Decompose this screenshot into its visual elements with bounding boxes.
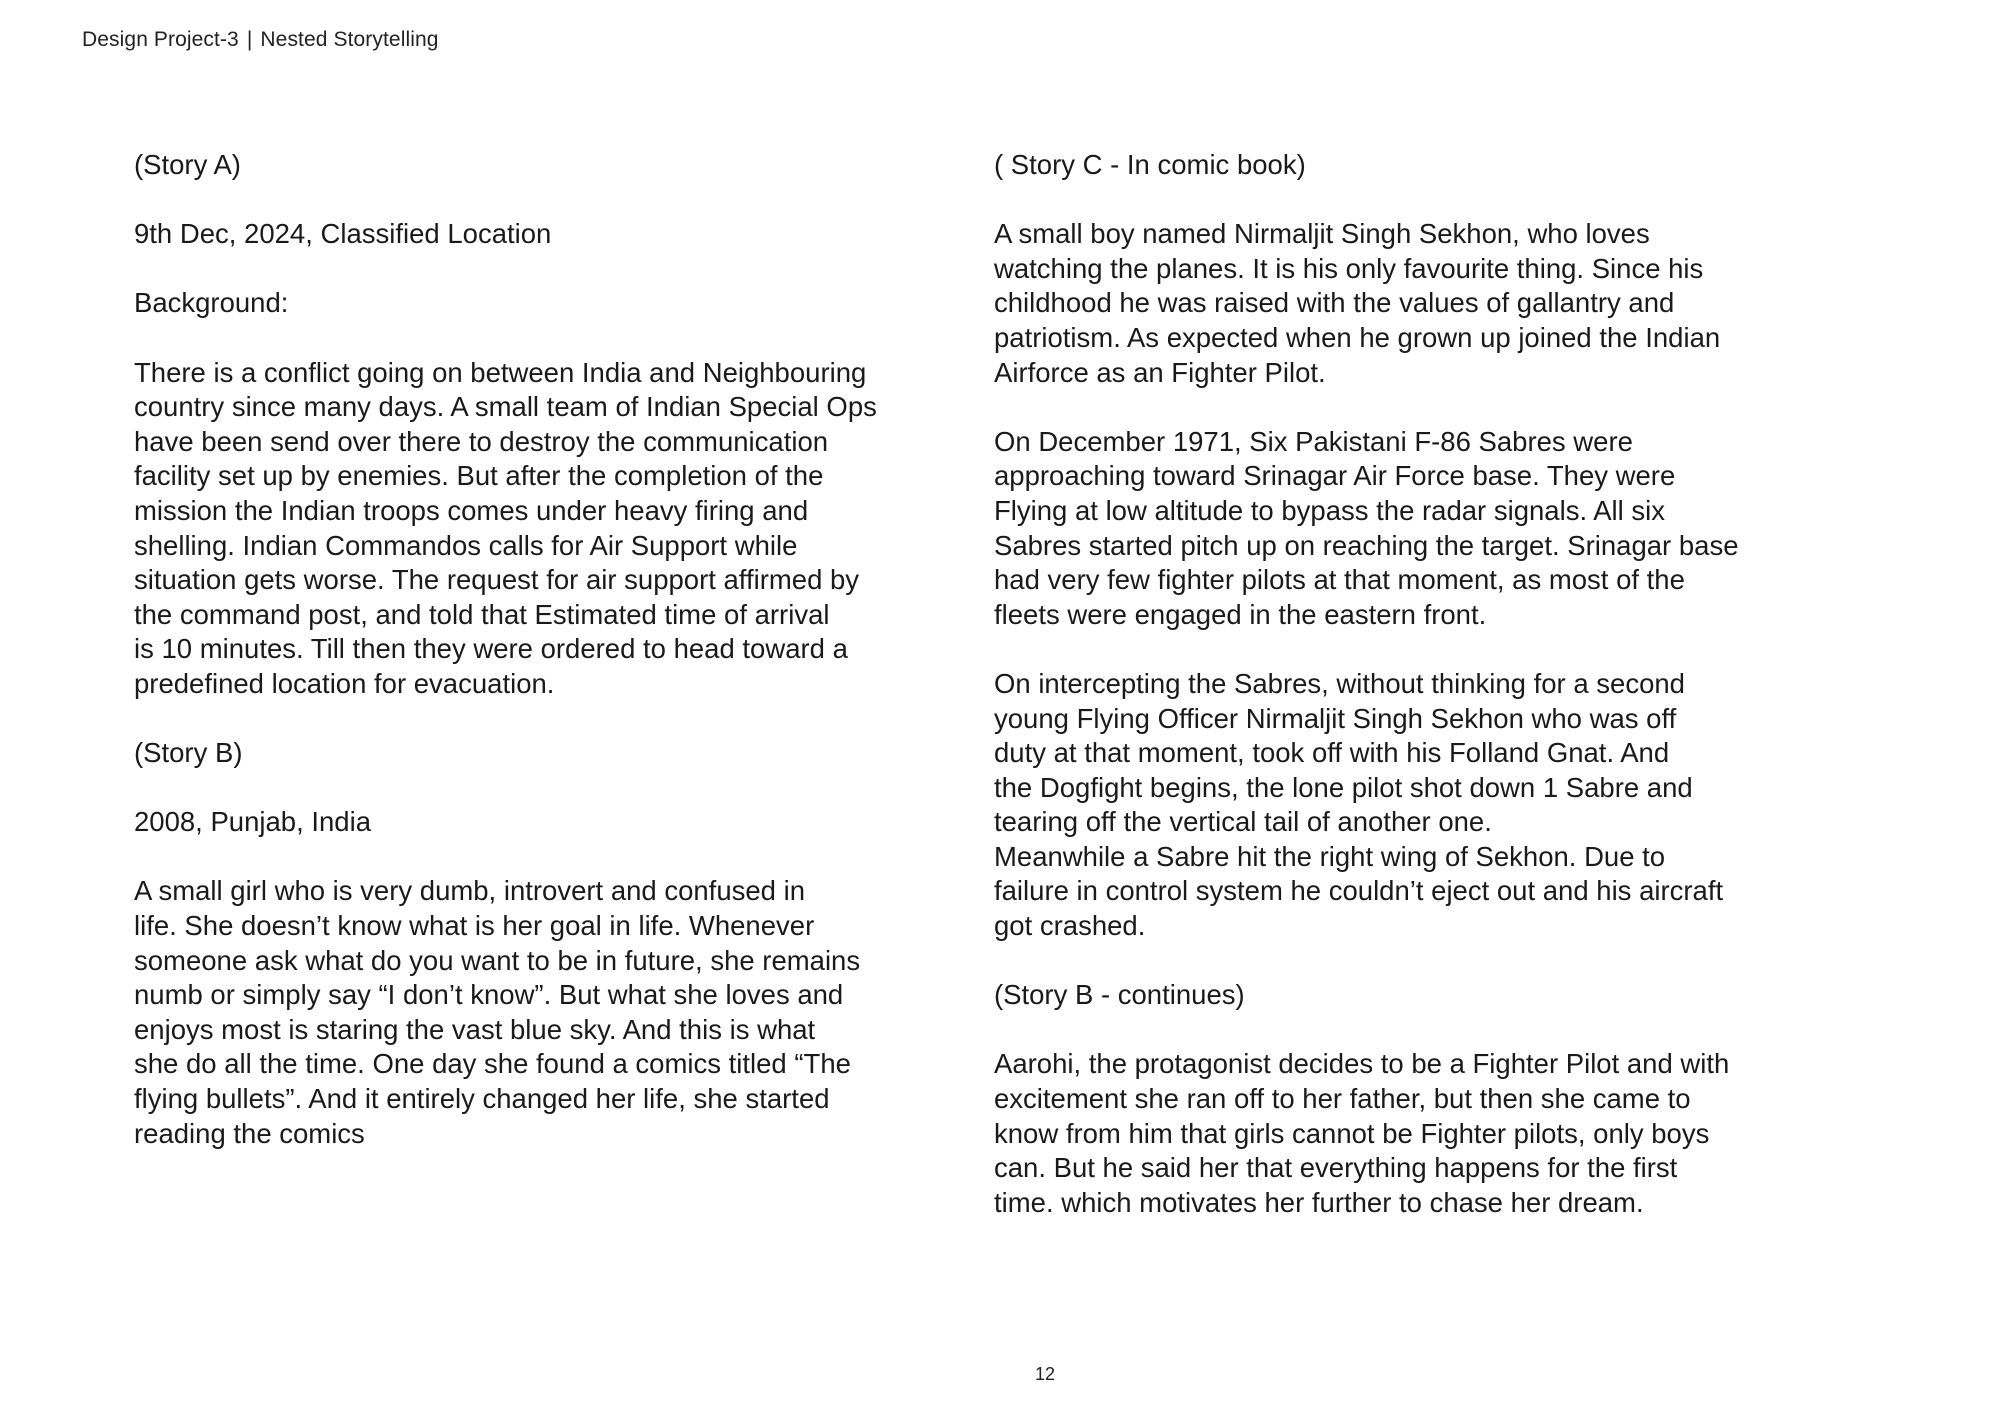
text-line: approaching toward Srinagar Air Force base. They were xyxy=(994,460,1676,492)
story-a-date-location: 9th Dec, 2024, Classified Location xyxy=(134,218,552,250)
text-line: watching the planes. It is his only favourite thing. Since his xyxy=(994,252,1704,284)
text-line: fleets were engaged in the eastern front. xyxy=(994,598,1487,630)
text-line: childhood he was raised with the values of gallantry and xyxy=(994,287,1675,319)
text-line: facility set up by enemies. But after the completion of the xyxy=(134,460,824,492)
text-line: enjoys most is staring the vast blue sky. And this is what xyxy=(134,1013,816,1045)
left-column xyxy=(134,148,954,1186)
text-line: Flying at low altitude to bypass the radar signals. All six xyxy=(994,494,1666,526)
text-line: situation gets worse. The request for air support affirmed by xyxy=(134,564,860,596)
story-b-heading: (Story B) xyxy=(134,737,243,769)
text-line: On intercepting the Sabres, without thinking for a second xyxy=(994,667,1685,699)
text-line: A small girl who is very dumb, introvert and confused in xyxy=(134,875,805,907)
header-separator: | xyxy=(246,28,253,51)
text-line: shelling. Indian Commandos calls for Air Support while xyxy=(134,529,798,561)
story-b-date-location: 2008, Punjab, India xyxy=(134,806,371,838)
text-line: she do all the time. One day she found a comics titled “The xyxy=(134,1048,851,1080)
story-b-paragraph xyxy=(134,874,954,1151)
text-line: life. She doesn’t know what is her goal in life. Whenever xyxy=(134,910,815,942)
right-column xyxy=(994,148,1824,1255)
text-line: On December 1971, Six Pakistani F-86 Sabres were xyxy=(994,425,1633,457)
text-line: had very few fighter pilots at that moment, as most of the xyxy=(994,564,1685,596)
text-line: predefined location for evacuation. xyxy=(134,667,555,699)
story-b-continues-heading: (Story B - continues) xyxy=(994,979,1245,1011)
story-a-paragraph xyxy=(134,356,954,702)
story-a-heading: (Story A) xyxy=(134,149,241,180)
text-line: time. which motivates her further to chase her dream. xyxy=(994,1186,1644,1218)
text-line: duty at that moment, took off with his Folland Gnat. And xyxy=(994,737,1670,769)
text-line: Sabres started pitch up on reaching the target. Srinagar base xyxy=(994,529,1739,561)
text-line: got crashed. xyxy=(994,910,1146,942)
page-number: 12 xyxy=(1034,1364,1056,1384)
text-line: patriotism. As expected when he grown up joined the Indian xyxy=(994,321,1721,353)
text-line: reading the comics xyxy=(134,1117,365,1149)
text-line: country since many days. A small team of Indian Special Ops xyxy=(134,391,877,423)
story-c-heading: ( Story C - In comic book) xyxy=(994,149,1306,180)
text-line: Meanwhile a Sabre hit the right wing of Sekhon. Due to xyxy=(994,840,1666,872)
document-title: Nested Storytelling xyxy=(260,28,439,51)
text-line: Aarohi, the protagonist decides to be a Fighter Pilot and with xyxy=(994,1048,1730,1080)
text-line: There is a conflict going on between India and Neighbouring xyxy=(134,356,867,388)
story-c-paragraph-1 xyxy=(994,217,1824,390)
story-a-background-label: Background: xyxy=(134,287,289,319)
text-line: mission the Indian troops comes under heavy firing and xyxy=(134,494,809,526)
text-line: is 10 minutes. Till then they were ordered to head toward a xyxy=(134,633,848,665)
text-line: someone ask what do you want to be in future, she remains xyxy=(134,944,861,976)
text-line: have been send over there to destroy the communication xyxy=(134,425,829,457)
text-line: numb or simply say “I don’t know”. But what she loves and xyxy=(134,979,844,1011)
text-line: failure in control system he couldn’t eject out and his aircraft xyxy=(994,875,1724,907)
text-line: flying bullets”. And it entirely changed her life, she started xyxy=(134,1083,830,1115)
text-line: A small boy named Nirmaljit Singh Sekhon, who loves xyxy=(994,218,1650,250)
text-line: excitement she ran off to her father, but then she came to xyxy=(994,1083,1691,1115)
story-b-continues-paragraph xyxy=(994,1047,1824,1220)
text-line: Airforce as an Fighter Pilot. xyxy=(994,356,1326,388)
page-header xyxy=(82,28,439,52)
story-c-paragraph-2 xyxy=(994,425,1824,633)
text-line: the command post, and told that Estimated time of arrival xyxy=(134,598,830,630)
text-line: the Dogfight begins, the lone pilot shot down 1 Sabre and xyxy=(994,771,1693,803)
text-line: young Flying Officer Nirmaljit Singh Sekhon who was off xyxy=(994,702,1677,734)
text-line: can. But he said her that everything happens for the first xyxy=(994,1152,1678,1184)
text-line: tearing off the vertical tail of another one. xyxy=(994,806,1492,838)
project-name: Design Project-3 xyxy=(82,28,239,51)
story-c-paragraph-3 xyxy=(994,667,1824,944)
text-line: know from him that girls cannot be Fighter pilots, only boys xyxy=(994,1117,1710,1149)
